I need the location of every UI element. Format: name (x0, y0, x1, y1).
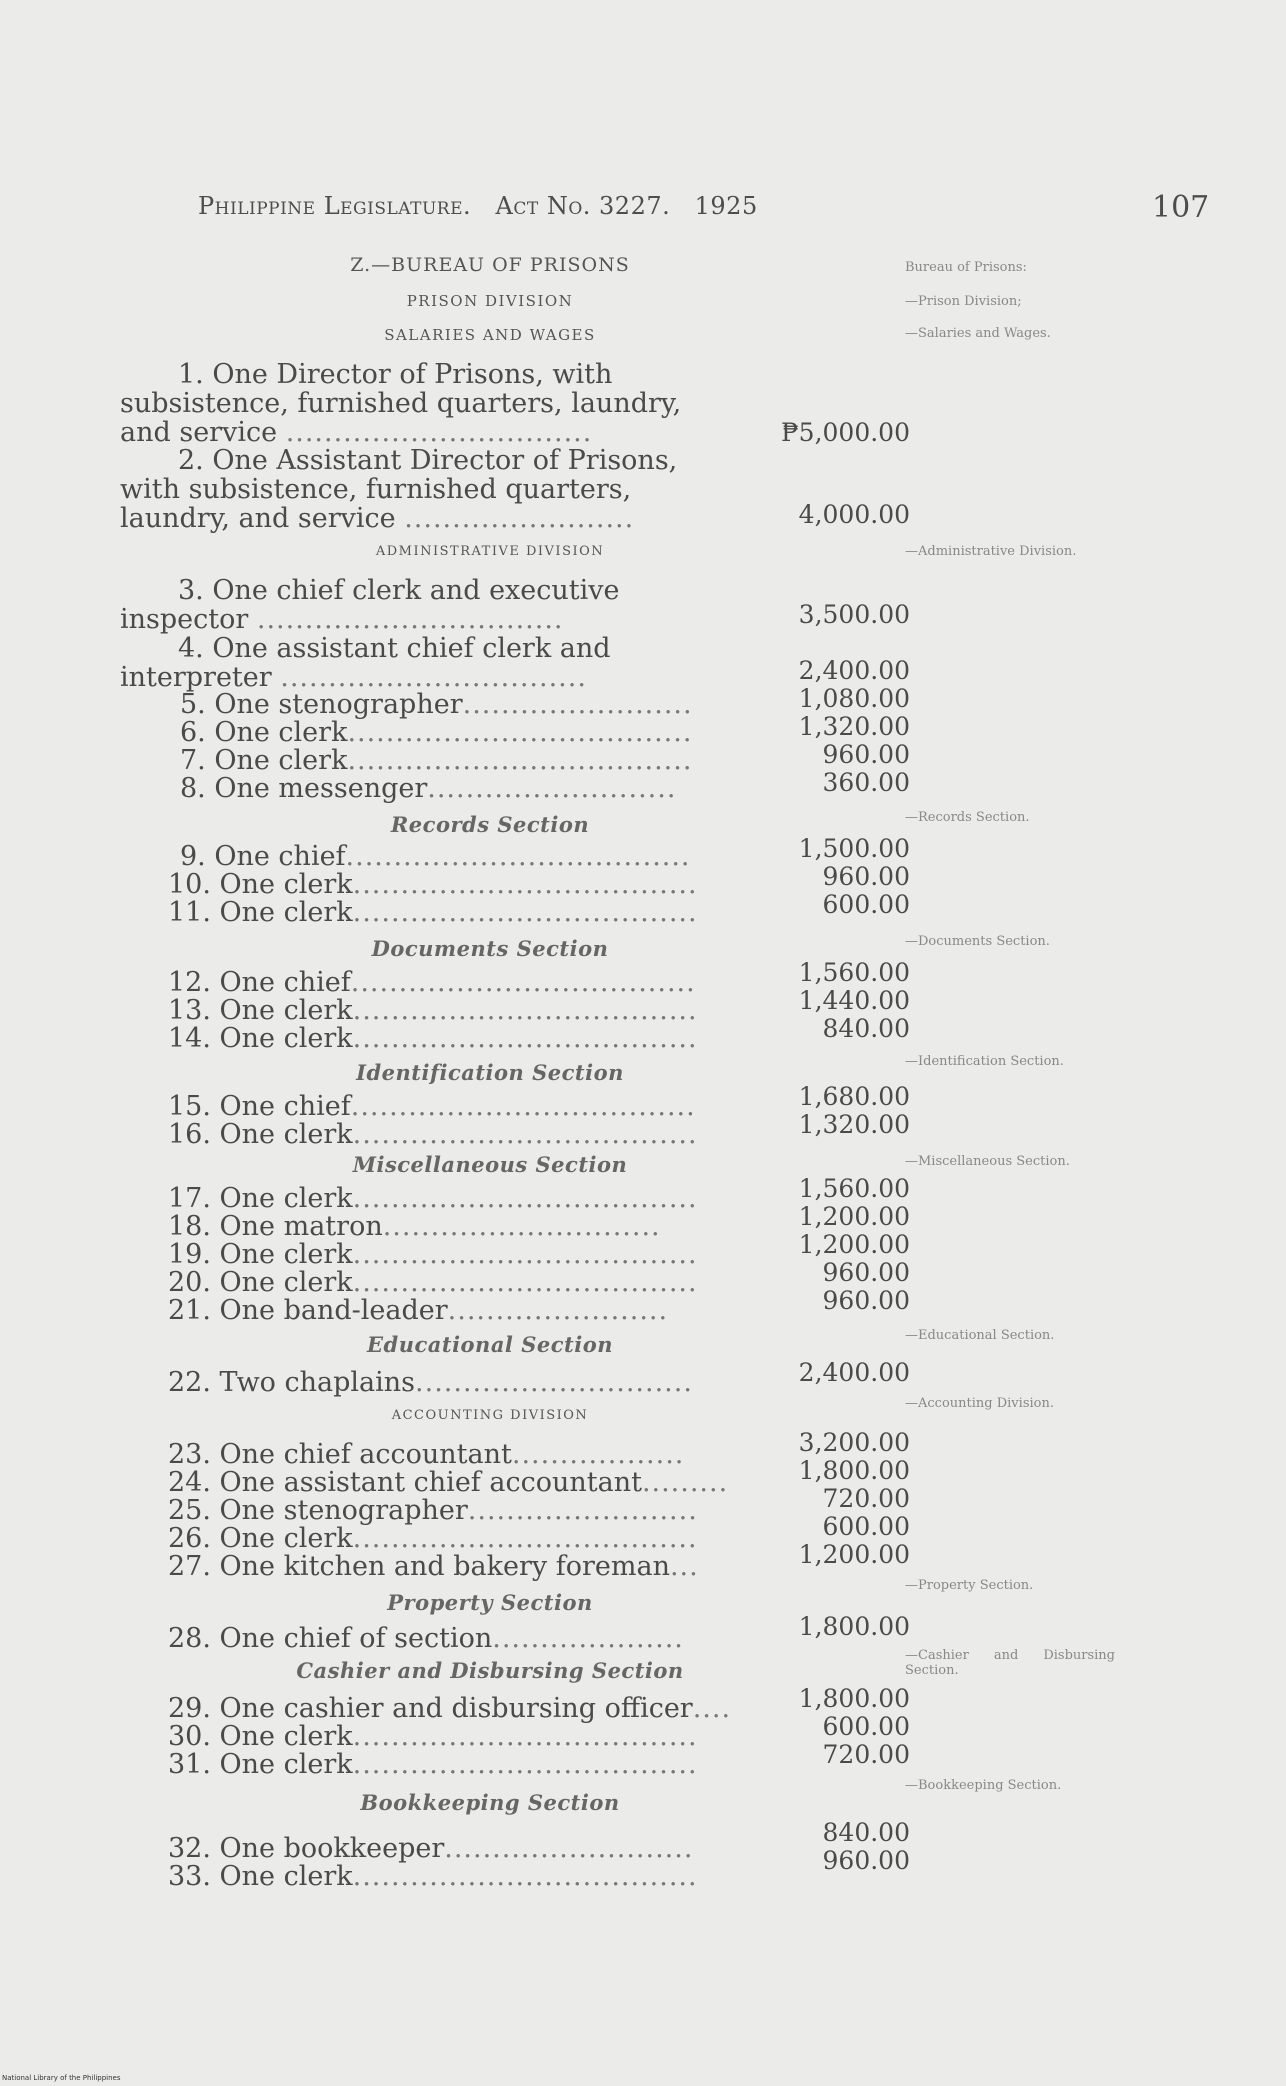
list-item: 27. One kitchen and bakery foreman... (168, 1551, 699, 1582)
list-item: 13. One clerk.................................... (168, 995, 698, 1026)
amount: 960.00 (822, 740, 910, 769)
amount: 840.00 (822, 1014, 910, 1043)
amount: 960.00 (822, 1286, 910, 1315)
heading-documents: Documents Section (371, 936, 609, 961)
amount: 1,320.00 (798, 712, 910, 741)
list-item: 14. One clerk.................................... (168, 1023, 698, 1054)
list-item: 11. One clerk.................................... (168, 897, 698, 928)
amount: 960.00 (822, 1846, 910, 1875)
footer-credit: National Library of the Philippines (2, 2074, 121, 2082)
list-item: 23. One chief accountant.................. (168, 1439, 685, 1470)
list-item: 12. One chief.................................... (168, 967, 696, 998)
heading-administrative: ADMINISTRATIVE DIVISION (375, 544, 605, 559)
list-item: 2. One Assistant Director of Prisons, with subsistence, furnished quarters, laundry, and service ........................ (120, 445, 678, 534)
amount: 600.00 (822, 1512, 910, 1541)
heading-salaries: SALARIES AND WAGES (384, 326, 596, 344)
note-accounting: —Accounting Division. (905, 1396, 1054, 1411)
note-documents: —Documents Section. (905, 934, 1050, 949)
amount: 2,400.00 (798, 1358, 910, 1387)
amount: 600.00 (822, 890, 910, 919)
list-item: 30. One clerk.................................... (168, 1721, 698, 1752)
list-item: 19. One clerk.................................... (168, 1239, 698, 1270)
header-title: Philippine Legislature. (198, 192, 472, 220)
heading-property: Property Section (387, 1590, 593, 1615)
amount: 3,500.00 (798, 600, 910, 629)
amount: 1,200.00 (798, 1230, 910, 1259)
amount: 720.00 (822, 1484, 910, 1513)
amount: 360.00 (822, 768, 910, 797)
amount: 1,440.00 (798, 986, 910, 1015)
note-identification: —Identification Section. (905, 1054, 1064, 1069)
list-item: 22. Two chaplains............................. (168, 1367, 693, 1398)
amount: 1,680.00 (798, 1082, 910, 1111)
heading-bureau: Z.—BUREAU OF PRISONS (350, 254, 630, 276)
amount: 960.00 (822, 862, 910, 891)
heading-bookkeeping: Bookkeeping Section (360, 1790, 620, 1815)
list-item: 31. One clerk.................................... (168, 1749, 698, 1780)
list-item: 24. One assistant chief accountant......... (168, 1467, 729, 1498)
heading-miscellaneous: Miscellaneous Section (352, 1152, 628, 1177)
list-item: 21. One band-leader....................... (168, 1295, 669, 1326)
amount: 840.00 (822, 1818, 910, 1847)
amount: 2,400.00 (798, 656, 910, 685)
heading-identification: Identification Section (356, 1060, 624, 1085)
header-year: 1925 (694, 192, 758, 220)
amount: 600.00 (822, 1712, 910, 1741)
page-number: 107 (1152, 190, 1210, 225)
amount: 1,560.00 (798, 958, 910, 987)
heading-educational: Educational Section (367, 1332, 613, 1357)
note-property: —Property Section. (905, 1578, 1034, 1593)
amount: 3,200.00 (798, 1428, 910, 1457)
note-cashier: —Cashier and Disbursing Section. (905, 1648, 1115, 1678)
list-item: 10. One clerk.................................... (168, 869, 698, 900)
list-item: 7. One clerk.................................... (180, 745, 693, 776)
note-administrative: —Administrative Division. (905, 544, 1077, 559)
heading-prison-division: PRISON DIVISION (406, 292, 574, 310)
list-item: 6. One clerk.................................... (180, 717, 693, 748)
heading-accounting: ACCOUNTING DIVISION (391, 1408, 589, 1423)
amount: 1,200.00 (798, 1202, 910, 1231)
amount: 960.00 (822, 1258, 910, 1287)
amount: 1,080.00 (798, 684, 910, 713)
list-item: 32. One bookkeeper.......................... (168, 1833, 694, 1864)
heading-records: Records Section (390, 812, 590, 837)
list-item: 4. One assistant chief clerk and interpreter ................................ (120, 633, 611, 693)
amount: 720.00 (822, 1740, 910, 1769)
amount: 1,800.00 (798, 1612, 910, 1641)
list-item: 20. One clerk.................................... (168, 1267, 698, 1298)
list-item: 26. One clerk.................................... (168, 1523, 698, 1554)
list-item: 25. One stenographer........................ (168, 1495, 698, 1526)
note-salaries: —Salaries and Wages. (905, 326, 1051, 341)
list-item: 8. One messenger.......................... (180, 773, 677, 804)
amount: ₱5,000.00 (781, 418, 910, 447)
list-item: 9. One chief.................................... (180, 841, 691, 872)
note-educational: —Educational Section. (905, 1328, 1055, 1343)
list-item: 18. One matron............................. (168, 1211, 661, 1242)
note-bookkeeping: —Bookkeeping Section. (905, 1778, 1062, 1793)
list-item: 5. One stenographer........................ (180, 689, 693, 720)
heading-cashier: Cashier and Disbursing Section (296, 1658, 684, 1683)
amount: 1,560.00 (798, 1174, 910, 1203)
list-item: 28. One chief of section.................... (168, 1623, 684, 1654)
amount: 1,800.00 (798, 1684, 910, 1713)
list-item: 1. One Director of Prisons, with subsistence, furnished quarters, laundry, and service ................................ (120, 359, 682, 448)
note-records: —Records Section. (905, 810, 1030, 825)
note-miscellaneous: —Miscellaneous Section. (905, 1154, 1070, 1169)
amount: 1,800.00 (798, 1456, 910, 1485)
note-bureau: Bureau of Prisons: (905, 260, 1027, 275)
list-item: 3. One chief clerk and executive inspector ................................ (120, 575, 620, 635)
running-header (198, 192, 758, 220)
note-prison: —Prison Division; (905, 294, 1022, 309)
amount: 4,000.00 (798, 500, 910, 529)
list-item: 33. One clerk.................................... (168, 1861, 698, 1892)
list-item: 16. One clerk.................................... (168, 1119, 698, 1150)
amount: 1,200.00 (798, 1540, 910, 1569)
list-item: 17. One clerk.................................... (168, 1183, 698, 1214)
amount: 1,500.00 (798, 834, 910, 863)
header-act: Act No. 3227. (495, 192, 671, 220)
amount: 1,320.00 (798, 1110, 910, 1139)
list-item: 15. One chief.................................... (168, 1091, 696, 1122)
list-item: 29. One cashier and disbursing officer.... (168, 1693, 732, 1724)
